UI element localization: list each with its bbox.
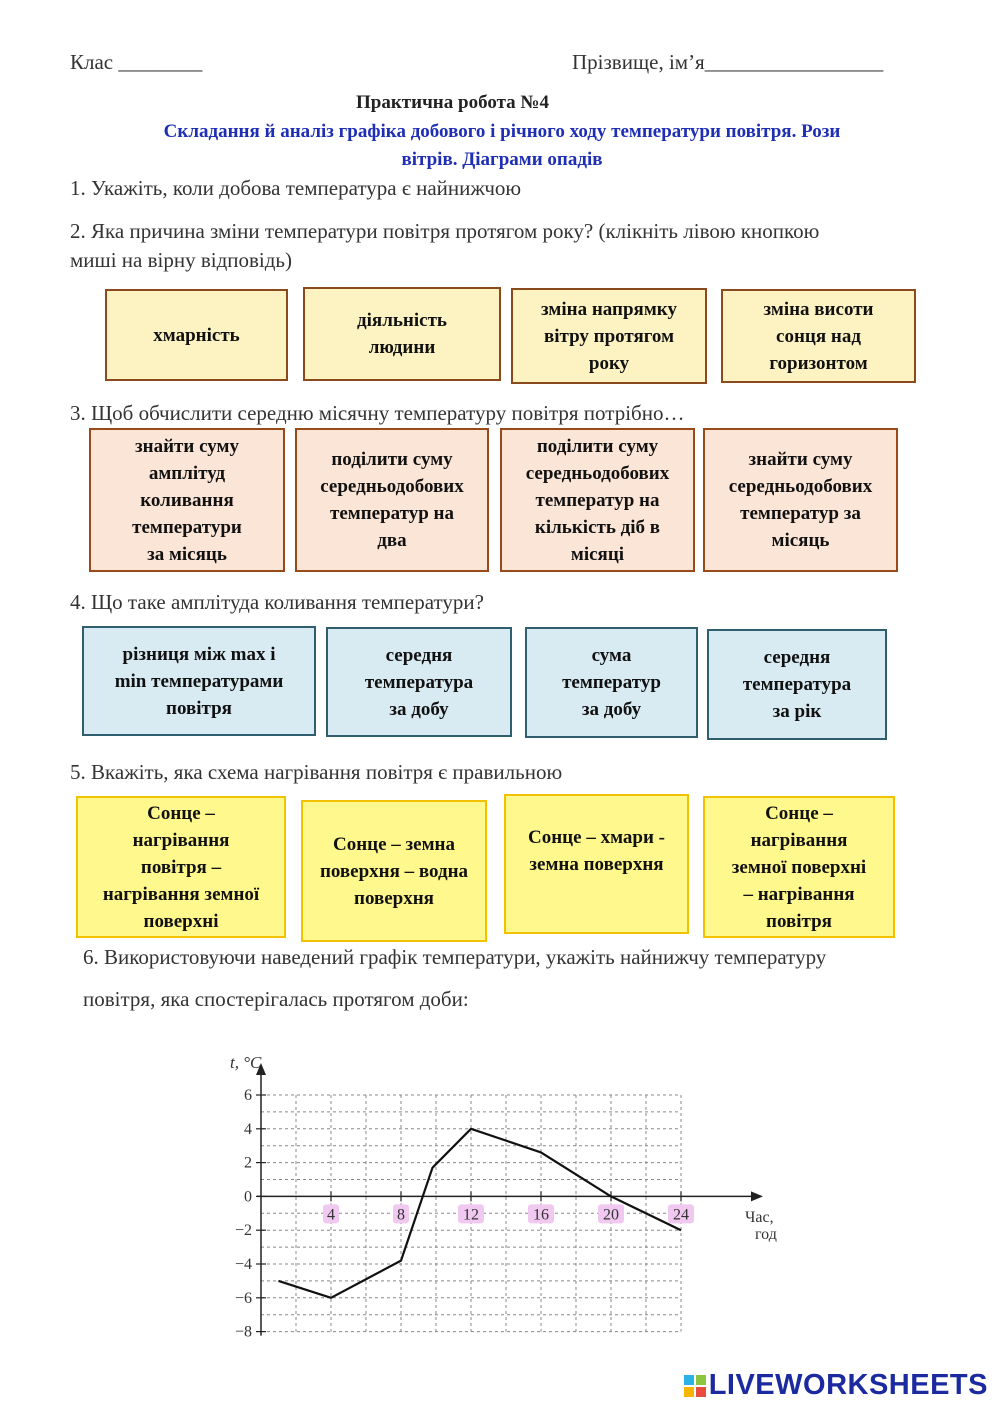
- option-text: Сонце –: [765, 802, 833, 824]
- option-text: поверхня: [354, 887, 434, 909]
- q4-option-4[interactable]: [707, 629, 887, 740]
- question-6-line-1: 6. Використовуючи наведений графік температури, укажіть найнижчу температуру: [83, 945, 827, 969]
- option-text: вітру протягом: [543, 325, 675, 347]
- option-text: середньодобових: [320, 476, 464, 497]
- option-text: середньодобових: [728, 476, 873, 497]
- option-text: поділити суму: [536, 435, 659, 457]
- temperature-chart: [210, 1040, 810, 1380]
- option-text: поверхні: [143, 910, 219, 932]
- question-1: 1. Укажіть, коли добова температура є найнижчою: [70, 176, 522, 200]
- x-tick-label: 16: [533, 1206, 549, 1224]
- option-text: за рік: [772, 701, 822, 722]
- x-axis-label-line-2: год: [755, 1226, 777, 1243]
- question-4: 4. Що таке амплітуда коливання температури?: [70, 590, 484, 614]
- y-tick-label: −8: [234, 1323, 252, 1341]
- question-2-line-2: миші на вірну відповідь): [70, 248, 293, 272]
- option-text: зміна висоти: [763, 298, 874, 320]
- option-text: температур на: [535, 489, 660, 511]
- option-text: поверхня – водна: [319, 860, 469, 882]
- class-field-label: Клас ________: [70, 50, 203, 74]
- option-text: два: [377, 530, 407, 551]
- subtitle-line-2: вітрів. Діаграми опадів: [401, 149, 603, 170]
- liveworksheets-watermark: [684, 1369, 988, 1402]
- x-tick-label: 20: [603, 1206, 619, 1224]
- option-text: різниця між max і: [122, 643, 276, 665]
- x-axis-label-line-1: Час,: [745, 1209, 774, 1226]
- chart-ticks: [235, 1087, 694, 1341]
- option-text: температура: [742, 674, 852, 695]
- y-tick-label: 4: [244, 1120, 252, 1138]
- option-text: температур на: [329, 503, 454, 524]
- x-tick-label: 8: [397, 1206, 405, 1224]
- liveworksheets-logo-icon: [684, 1375, 706, 1397]
- y-tick-label: −2: [234, 1222, 252, 1240]
- y-tick-label: 2: [244, 1154, 252, 1172]
- q4-option-1[interactable]: [82, 626, 316, 736]
- y-axis-label: t, °C: [230, 1053, 262, 1072]
- option-text: знайти суму: [135, 435, 239, 457]
- q2-option-4[interactable]: [721, 289, 916, 383]
- option-text: min температурами: [114, 670, 284, 692]
- option-text: нагрівання земної: [102, 883, 260, 905]
- option-text: сума: [591, 645, 632, 666]
- q3-option-4[interactable]: [703, 428, 898, 572]
- option-text: року: [588, 352, 630, 374]
- question-5: 5. Вкажіть, яка схема нагрівання повітря є правильною: [70, 760, 563, 784]
- option-text: – нагрівання: [743, 883, 855, 905]
- q4-option-3[interactable]: [525, 627, 698, 738]
- option-text: температур: [562, 672, 661, 693]
- option-text: Сонце –: [147, 802, 215, 824]
- subtitle-line-1: Складання й аналіз графіка добового і річного ходу температури повітря. Рози: [163, 121, 841, 142]
- q5-option-1[interactable]: [76, 796, 286, 938]
- x-tick-label: 12: [463, 1206, 479, 1224]
- page-title: Практична робота №4: [356, 92, 549, 113]
- option-text: сонця над: [776, 325, 861, 347]
- option-text: коливання: [140, 489, 234, 511]
- option-text: зміна напрямку: [541, 298, 677, 320]
- question-3: 3. Щоб обчислити середню місячну температуру повітря потрібно…: [70, 401, 685, 425]
- option-text: середня: [385, 644, 453, 666]
- option-text: температур за: [740, 503, 861, 524]
- q2-option-2[interactable]: [303, 287, 501, 381]
- watermark-text: LIVEWORKSHEETS: [708, 1369, 988, 1401]
- option-text: земна поверхня: [529, 854, 664, 875]
- page-subtitle: [62, 118, 942, 174]
- y-tick-label: 6: [244, 1087, 252, 1104]
- option-text: середня: [763, 647, 831, 668]
- x-tick-label: 4: [327, 1206, 335, 1224]
- q3-option-1[interactable]: [89, 428, 285, 572]
- option-text: земної поверхні: [731, 856, 867, 878]
- option-text: людини: [368, 337, 436, 358]
- x-tick-label: 24: [673, 1206, 689, 1224]
- option-text: середньодобових: [525, 462, 670, 484]
- option-text: нагрівання: [750, 829, 848, 851]
- q5-option-4[interactable]: [703, 796, 895, 938]
- name-field-label: Прізвище, ім’я_________________: [572, 50, 884, 74]
- option-text: повітря –: [140, 856, 222, 878]
- question-6-line-2: повітря, яка спостерігалась протягом доби:: [83, 987, 469, 1011]
- q2-option-1[interactable]: [105, 289, 288, 381]
- question-1-answer-field[interactable]: [588, 181, 598, 203]
- q3-option-2[interactable]: [295, 428, 489, 572]
- option-text: хмарність: [153, 324, 240, 346]
- option-text: температура: [364, 671, 474, 693]
- option-text: нагрівання: [132, 829, 230, 851]
- q4-option-2[interactable]: [326, 627, 512, 737]
- q5-option-3[interactable]: [504, 794, 689, 934]
- option-text: за добу: [581, 699, 642, 720]
- q3-option-3[interactable]: [500, 428, 695, 572]
- q5-option-2[interactable]: [301, 800, 487, 942]
- option-text: повітря: [166, 697, 232, 719]
- option-text: Сонце – хмари -: [528, 827, 665, 848]
- option-text: місяць: [771, 530, 830, 551]
- question-2-line-1: 2. Яка причина зміни температури повітря протягом року? (клікніть лівою кнопкою: [70, 219, 820, 243]
- option-text: температури: [132, 516, 242, 538]
- x-axis-arrow-icon: [751, 1191, 763, 1201]
- option-text: Сонце – земна: [332, 833, 455, 855]
- option-text: горизонтом: [769, 352, 868, 374]
- option-text: повітря: [766, 910, 832, 932]
- y-tick-label: 0: [244, 1188, 252, 1206]
- option-text: кількість діб в: [534, 516, 661, 538]
- q2-option-3[interactable]: [511, 288, 707, 384]
- y-tick-label: −6: [234, 1289, 252, 1307]
- option-text: за місяць: [147, 543, 227, 565]
- option-text: поділити суму: [331, 449, 453, 470]
- y-tick-label: −4: [234, 1256, 252, 1273]
- option-text: за добу: [389, 698, 449, 720]
- option-text: місяці: [570, 543, 625, 565]
- option-text: знайти суму: [748, 449, 853, 470]
- chart-axes: [256, 1063, 763, 1336]
- option-text: діяльність: [357, 310, 447, 331]
- option-text: амплітуд: [148, 462, 226, 484]
